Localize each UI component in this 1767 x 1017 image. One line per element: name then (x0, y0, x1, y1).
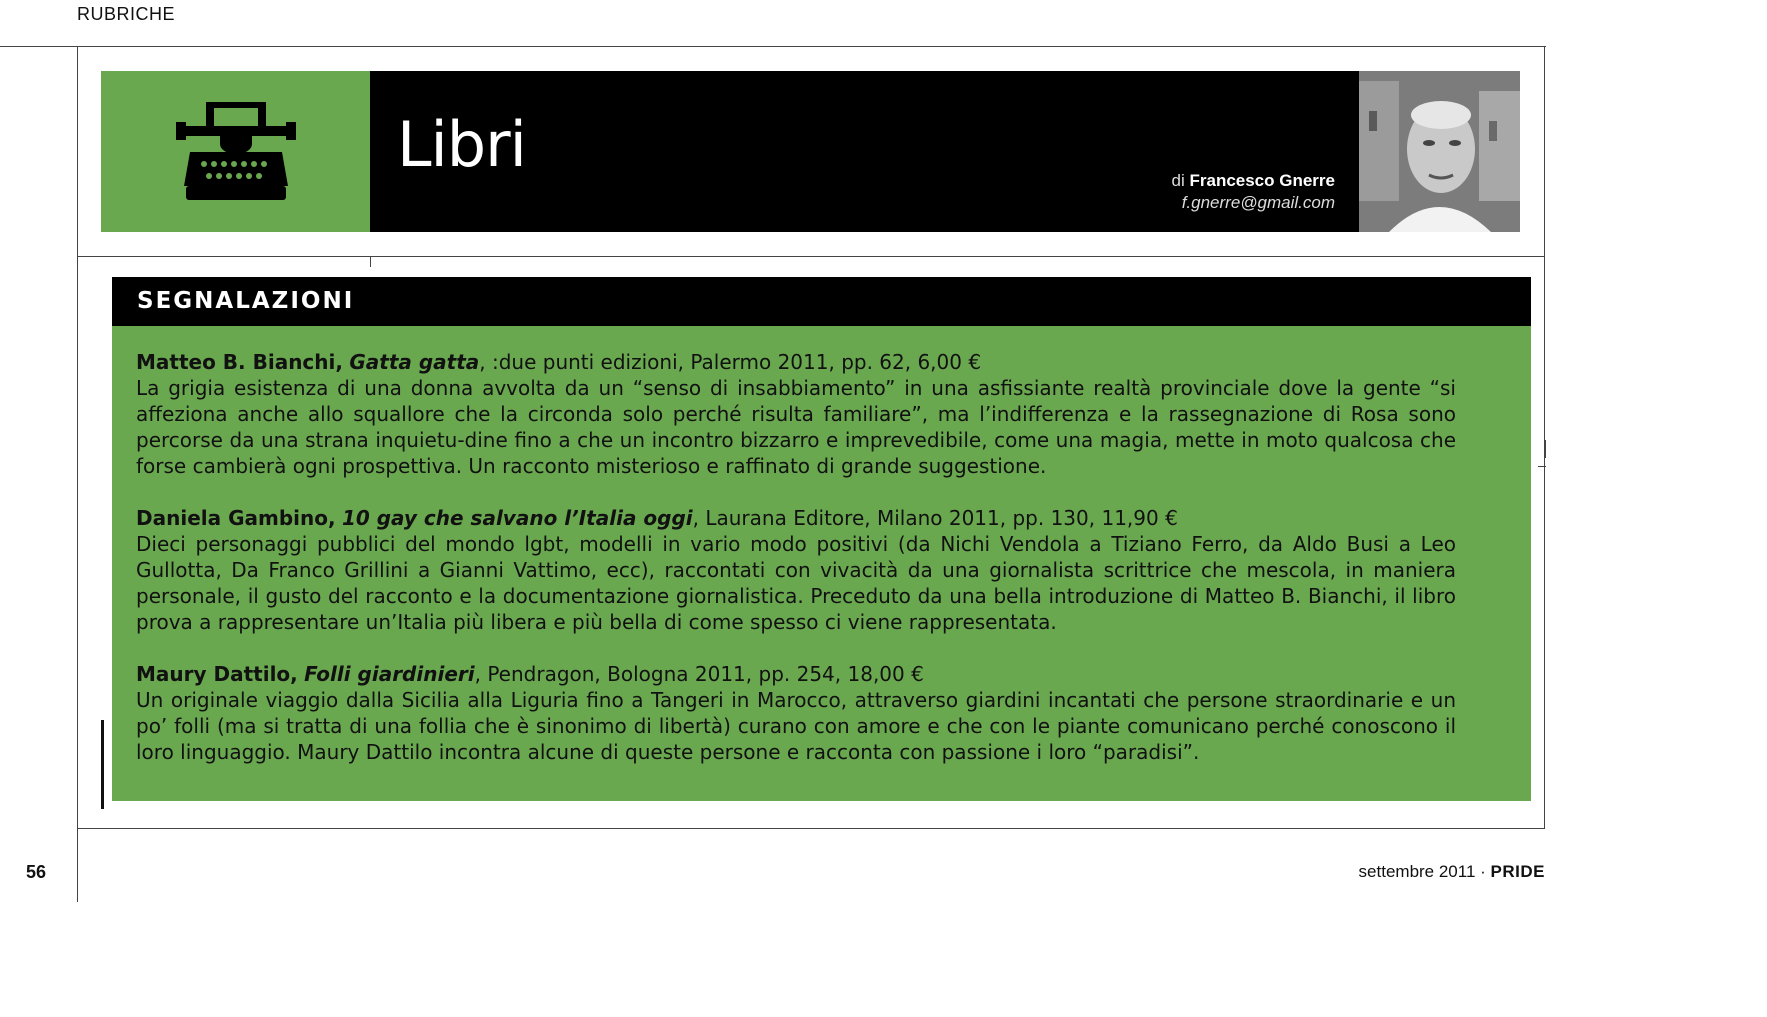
entry-details: , :due punti edizioni, Palermo 2011, pp. 62, 6,00 € (479, 350, 982, 374)
byline-author: Francesco Gnerre (1189, 171, 1335, 190)
entry-citation (136, 505, 1456, 531)
header-rule (77, 256, 1545, 257)
author-photo (1359, 71, 1520, 232)
book-entries (136, 349, 1456, 791)
entry-text: La grigia esistenza di una donna avvolta da un “senso di insabbiamento” in una asfissiante realtà provinciale dove la gente “si affeziona anche allo squallore che la circonda solo perché risulta familiare”, ma l’indifferenza e la rassegnazione di Rosa sono percorse da una strana inquietu-dine fino a che un incontro bizzarro e imprevedibile, come una magia, mette in moto qualcosa che forse cambierà ogni prospettiva. Un racconto misterioso e raffinato di grande suggestione. (136, 376, 1456, 478)
book-entry (136, 349, 1456, 479)
author-photo-icon (1359, 71, 1520, 232)
entry-book-title: Folli giardinieri (304, 662, 475, 686)
byline-prefix: di (1171, 171, 1185, 190)
byline (1172, 170, 1335, 214)
page-number: 56 (26, 862, 47, 882)
crop-tick (1545, 440, 1546, 458)
entry-citation (136, 661, 1456, 687)
entry-citation (136, 349, 1456, 375)
segnalazioni-title: SEGNALAZIONI (137, 288, 355, 314)
magazine-name: PRIDE (1490, 862, 1545, 881)
typewriter-icon (176, 102, 296, 202)
entry-details: , Pendragon, Bologna 2011, pp. 254, 18,00 € (474, 662, 924, 686)
section-label: RUBRICHE (77, 4, 176, 24)
entry-author: Matteo B. Bianchi, (136, 350, 343, 374)
entry-text: Un originale viaggio dalla Sicilia alla Liguria fino a Tangeri in Marocco, attraverso giardini incantati che persone straordinarie e un po’ folli (ma si tratta di una follia che è sinonimo di libertà) curano con amore e che con le piante comunicano perché conoscono il loro linguaggio. Maury Dattilo incontra alcune di queste persone e racconta con passione i loro “paradisi”. (136, 688, 1456, 764)
entry-book-title: Gatta gatta (349, 350, 480, 374)
crop-tick (370, 257, 371, 267)
book-entry (136, 505, 1456, 635)
entry-details: , Laurana Editore, Milano 2011, pp. 130, 11,90 € (692, 506, 1178, 530)
issue-date: settembre 2011 · (1358, 862, 1491, 881)
byline-email[interactable]: f.gnerre@gmail.com (1181, 193, 1335, 212)
entry-book-title: 10 gay che salvano l’Italia oggi (341, 506, 693, 530)
entry-author: Maury Dattilo, (136, 662, 298, 686)
crop-tick (1538, 466, 1546, 467)
footer-issue (1359, 862, 1545, 882)
margin-bar (101, 720, 104, 809)
margin-line (77, 829, 78, 902)
entry-text: Dieci personaggi pubblici del mondo lgbt, modelli in vario modo positivi (da Nichi Vendola a Tiziano Ferro, da Aldo Busi a Leo Gullotta, Da Franco Grillini a Gianni Vattimo, ecc), raccontati con vivacità da una giornalista scrittrice che mescola, in maniera personale, il gusto del racconto e la documentazione giornalistica. Preceduto da una bella introduzione di Matteo B. Bianchi, il libro prova a rappresentare un’Italia più libera e più bella di come spesso ci viene rappresentata. (136, 532, 1456, 634)
column-title: Libri (397, 108, 526, 181)
entry-author: Daniela Gambino, (136, 506, 336, 530)
book-entry (136, 661, 1456, 765)
